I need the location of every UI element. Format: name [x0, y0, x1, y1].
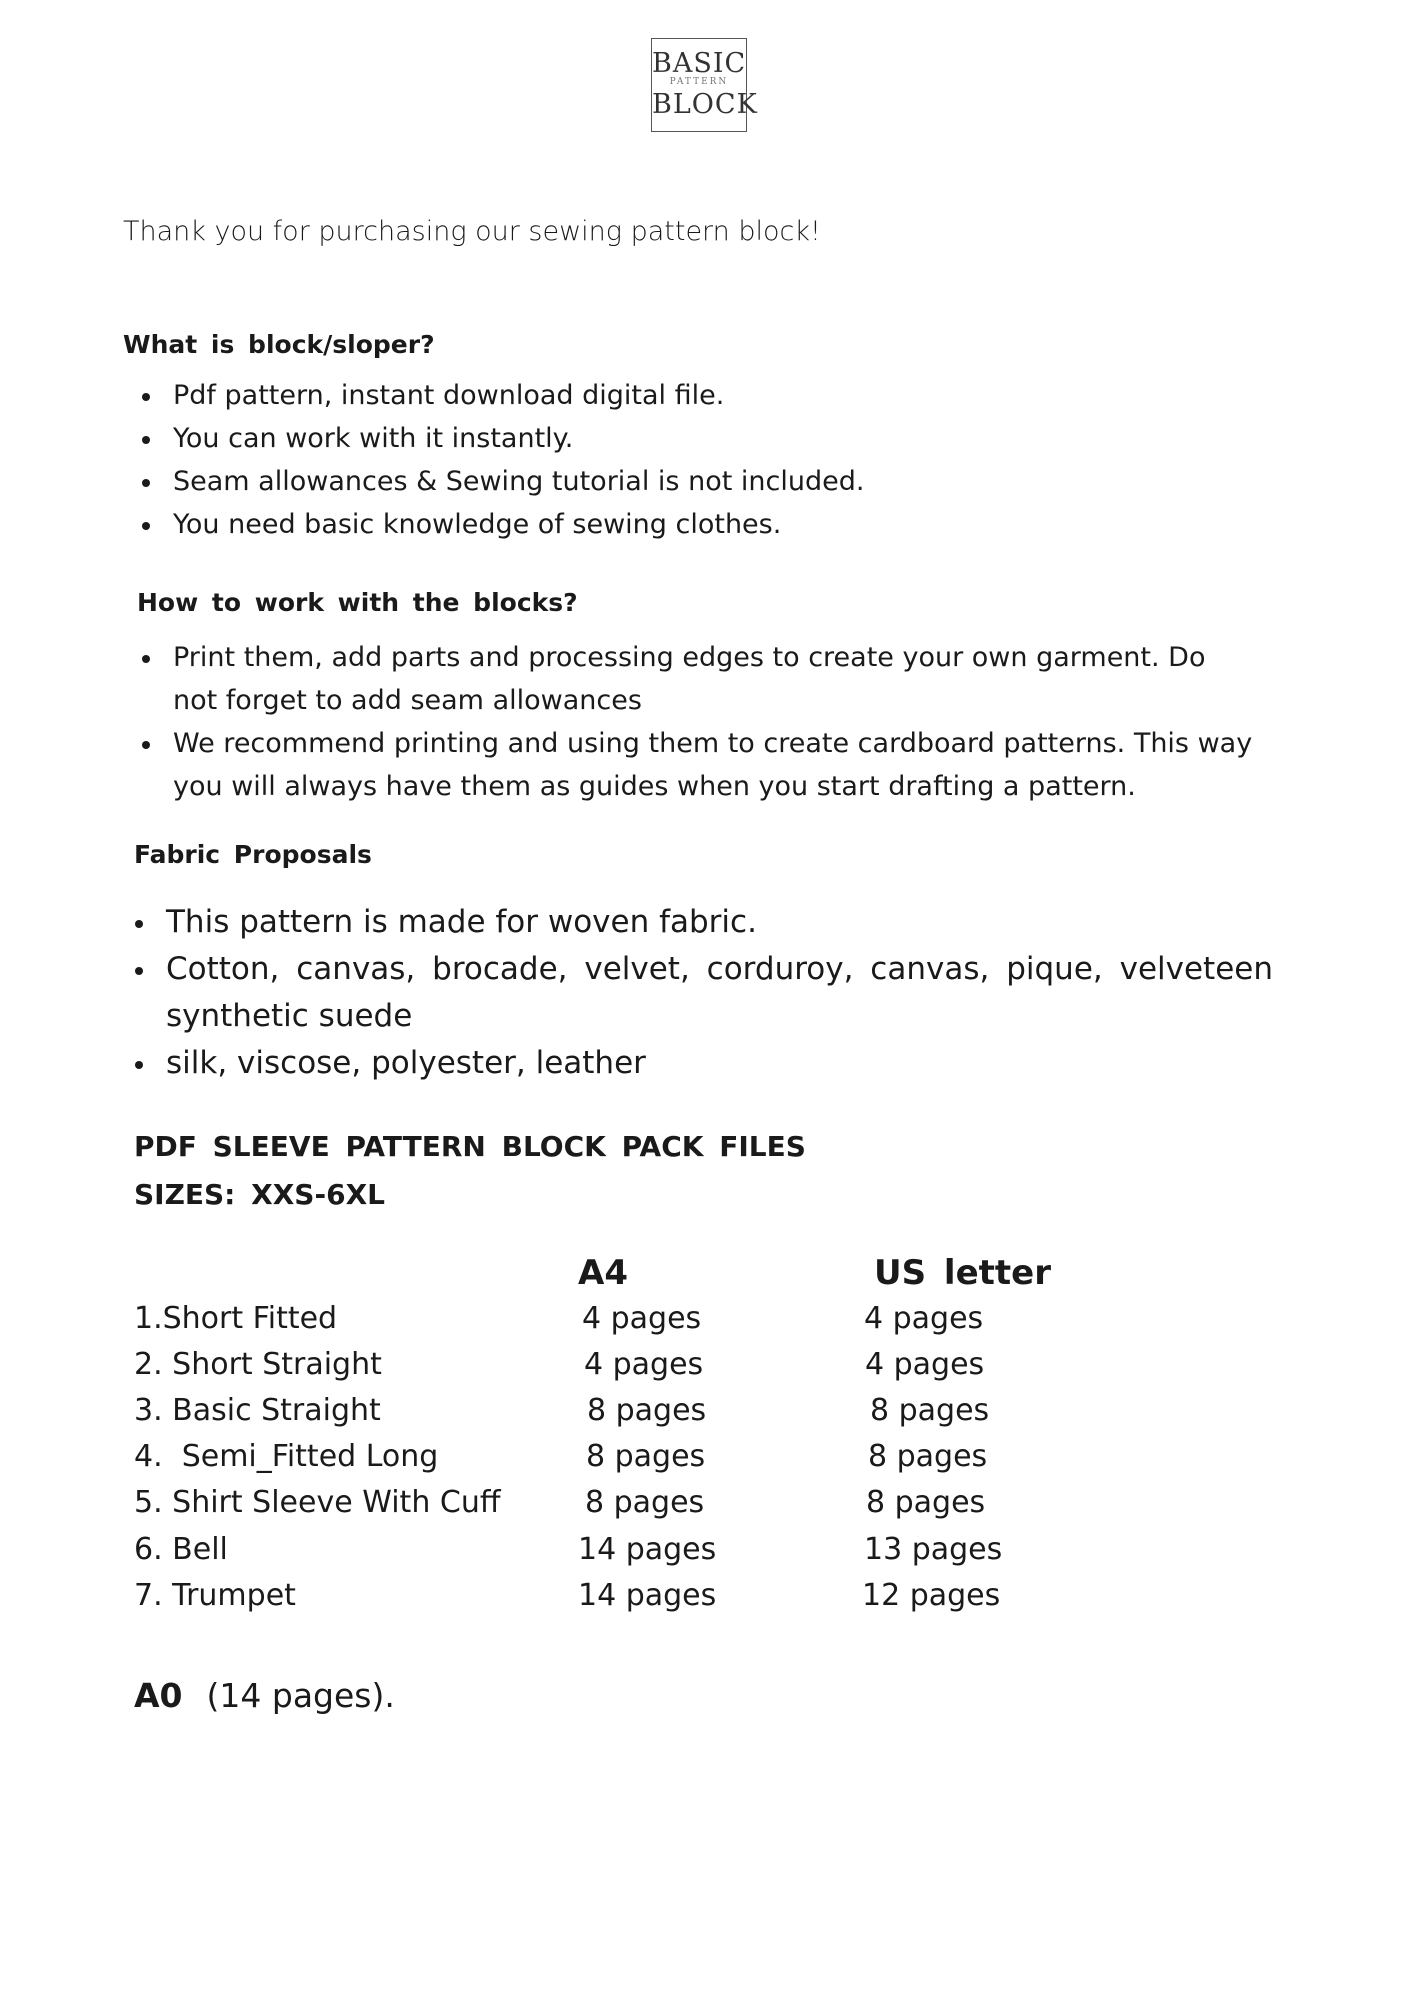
logo-line-pattern: PATTERN	[669, 77, 729, 87]
row-name: 5. Shirt Sleeve With Cuff	[134, 1485, 501, 1520]
row-name: 4. Semi_Fitted Long	[134, 1439, 439, 1474]
fabric-proposals-list	[123, 899, 1273, 1087]
row-a4-pages: 14 pages	[578, 1532, 717, 1567]
row-a4-pages: 14 pages	[578, 1578, 717, 1613]
row-a4-pages: 4 pages	[584, 1347, 704, 1382]
list-item: This pattern is made for woven fabric.	[123, 899, 1273, 946]
a0-label: A0	[134, 1676, 183, 1715]
row-name: 7. Trumpet	[134, 1578, 296, 1613]
row-name: 3. Basic Straight	[134, 1393, 381, 1428]
list-item: We recommend printing and using them to create cardboard patterns. This way you will always have them as guides when you start drafting a pattern.	[123, 722, 1253, 808]
pack-title: PDF SLEEVE PATTERN BLOCK PACK FILES	[134, 1130, 806, 1163]
logo-line-basic: BASIC	[652, 48, 747, 79]
list-item: Pdf pattern, instant download digital file.	[123, 374, 1273, 417]
section-heading-fabric-proposals: Fabric Proposals	[134, 840, 372, 869]
table-row	[134, 1578, 1034, 1624]
section-heading-how-to-work: How to work with the blocks?	[137, 588, 578, 617]
column-header-us-letter: US letter	[874, 1253, 1051, 1293]
table-row	[134, 1393, 1034, 1439]
row-us-pages: 4 pages	[864, 1301, 984, 1336]
row-us-pages: 8 pages	[866, 1485, 986, 1520]
table-row	[134, 1439, 1034, 1485]
row-a4-pages: 4 pages	[582, 1301, 702, 1336]
row-name: 2. Short Straight	[134, 1347, 382, 1382]
row-us-pages: 12 pages	[862, 1578, 1001, 1613]
how-to-work-list	[123, 636, 1253, 808]
list-item: Seam allowances & Sewing tutorial is not included.	[123, 460, 1273, 503]
table-row	[134, 1532, 1034, 1578]
a0-pages: (14 pages).	[206, 1676, 395, 1715]
a0-note	[134, 1676, 395, 1715]
table-row	[134, 1485, 1034, 1531]
list-item: You can work with it instantly.	[123, 417, 1273, 460]
brand-logo	[651, 38, 758, 132]
table-row	[134, 1301, 1034, 1347]
row-us-pages: 8 pages	[870, 1393, 990, 1428]
section-heading-what-is-block: What is block/sloper?	[123, 330, 435, 359]
logo-line-block: BLOCK	[652, 89, 758, 120]
list-item: You need basic knowledge of sewing clothes.	[123, 503, 1273, 546]
row-a4-pages: 8 pages	[585, 1485, 705, 1520]
row-a4-pages: 8 pages	[586, 1439, 706, 1474]
sizes-label: SIZES: XXS-6XL	[134, 1178, 385, 1211]
row-us-pages: 8 pages	[868, 1439, 988, 1474]
row-name: 6. Bell	[134, 1532, 228, 1567]
row-name: 1.Short Fitted	[134, 1301, 338, 1336]
row-a4-pages: 8 pages	[587, 1393, 707, 1428]
list-item: Print them, add parts and processing edges to create your own garment. Do not forget to add seam allowances	[123, 636, 1253, 722]
row-us-pages: 4 pages	[865, 1347, 985, 1382]
row-us-pages: 13 pages	[864, 1532, 1003, 1567]
list-item: Cotton, canvas, brocade, velvet, corduroy, canvas, pique, velveteen synthetic suede	[123, 946, 1273, 1040]
what-is-block-list	[123, 374, 1273, 546]
table-row	[134, 1347, 1034, 1393]
column-header-a4: A4	[578, 1253, 628, 1293]
list-item: silk, viscose, polyester, leather	[123, 1040, 1273, 1087]
intro-text: Thank you for purchasing our sewing pattern block!	[123, 216, 821, 247]
